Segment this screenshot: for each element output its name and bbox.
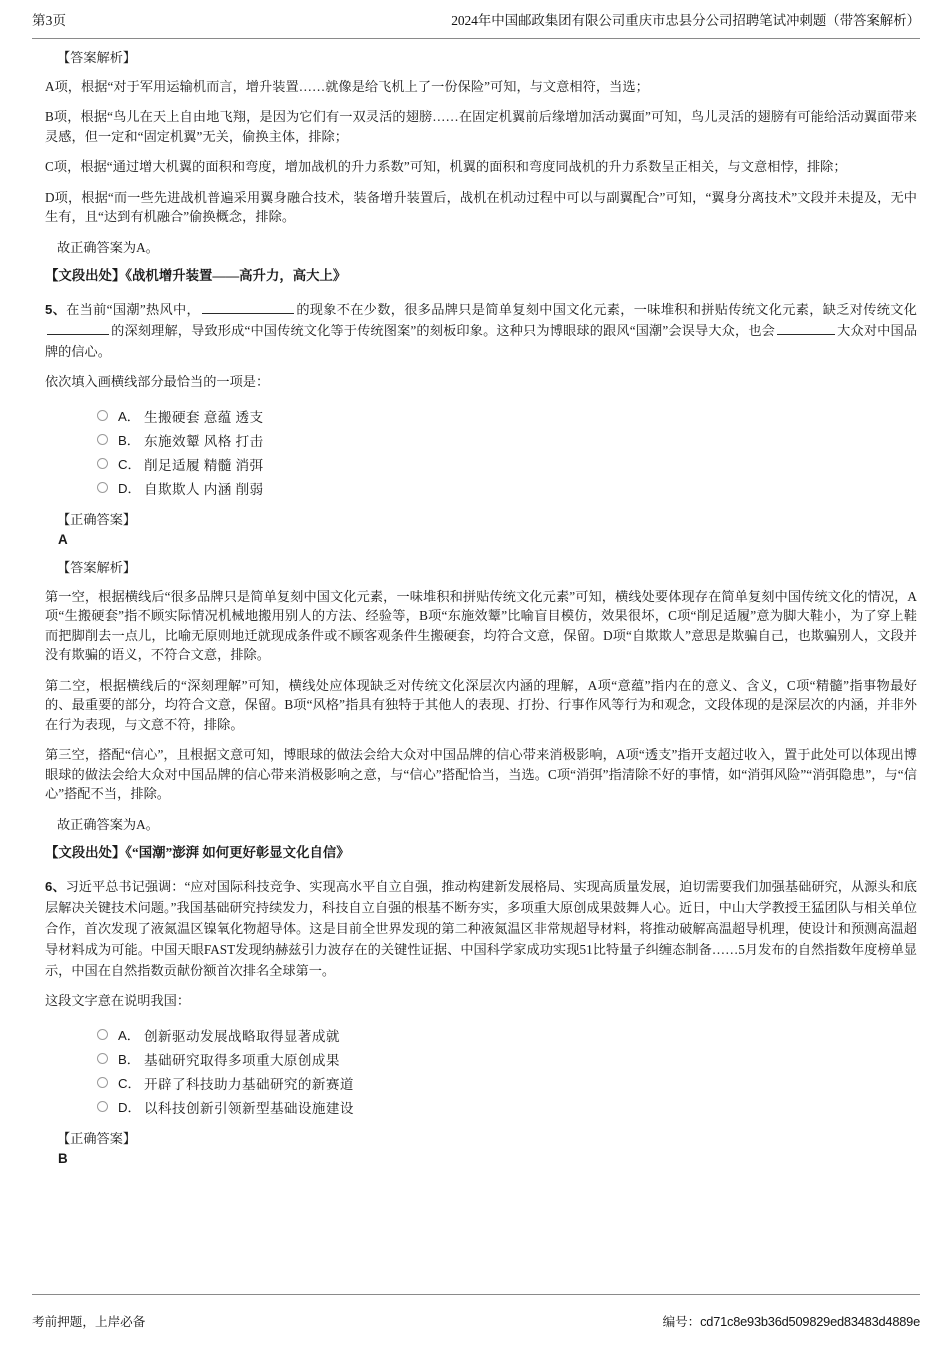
q5-option-d[interactable] [97, 476, 917, 500]
q4-analysis-item-b: B项，根据“鸟儿在天上自由地飞翔，是因为它们有一双灵活的翅膀……在固定机翼前后缘增加活动翼面”可知，鸟儿灵活的翅膀有可能给活动翼面带来灵感，但一定和“固定机翼”无关，偷换主体，排除； [45, 109, 917, 144]
q6-correct-answer-value: B [58, 1151, 68, 1166]
q5-option-c-text: 削足适履 精髓 消弭 [144, 457, 264, 473]
q5-option-a-letter: A． [118, 409, 140, 424]
q5-stem-part3: 的深刻理解，导致形成“中国传统文化等于传统图案”的刻板印象。这种只为博眼球的跟风“国潮”会误导大众，也会 [111, 323, 776, 338]
q5-conclusion: 故正确答案为A。 [57, 816, 159, 832]
q6-correct-answer-label: 【正确答案】 [57, 1130, 137, 1146]
q6-options [45, 1023, 917, 1119]
footer-slogan: 考前押题，上岸必备 [32, 1315, 146, 1329]
q5-stem-part1: 在当前“国潮”热风中， [66, 302, 200, 317]
q6-number: 6、 [45, 879, 66, 894]
q4-analysis-item-d: D项，根据“而一些先进战机普遍采用翼身融合技术，装备增升装置后，战机在机动过程中可以与副翼配合”可知，“翼身分离技术”文段并未提及，无中生有，且“达到有机融合”偷换概念，排除。 [45, 189, 917, 224]
q5-option-c-letter: C． [118, 457, 141, 472]
serial-value: cd71c8e93b36d509829ed83483d4889e [700, 1314, 920, 1329]
q5-option-c[interactable] [97, 452, 917, 476]
q5-source-text: 《“国潮”澎湃 如何更好彰显文化自信》 [125, 845, 350, 860]
q6-option-d[interactable] [97, 1095, 917, 1119]
q5-analysis-p3: 第三空，搭配“信心”，且根据文意可知，博眼球的做法会给大众对中国品牌的信心带来消极影响，A项“透支”指开支超过收入，置于此处可以体现出博眼球的做法会给大众对中国品牌的信心带来消极影响之意，与“信心”搭配恰当，当选。C项“消弭”指清除不好的事情，如“消弭风险”“消弭隐患”，与“信心”搭配不当，排除。 [45, 747, 917, 801]
q6-prompt: 这段文字意在说明我国： [45, 993, 191, 1008]
q5-correct-answer-value: A [58, 532, 68, 547]
q4-analysis-item-c: C项，根据“通过增大机翼的面积和弯度，增加战机的升力系数”可知，机翼的面积和弯度同战机的升力系数呈正相关，与文意相悖，排除； [45, 159, 847, 174]
q4-conclusion: 故正确答案为A。 [57, 239, 159, 255]
q5-stem-part2: 的现象不在少数，很多品牌只是简单复刻中国文化元素，一味堆积和拼贴传统文化元素，缺乏对传统文化 [296, 302, 917, 317]
radio-icon[interactable] [97, 1029, 108, 1040]
q5-correct-answer-label: 【正确答案】 [57, 511, 137, 527]
page-header [32, 12, 920, 39]
document-title: 2024年中国邮政集团有限公司重庆市忠县分公司招聘笔试冲刺题（带答案解析） [451, 13, 920, 28]
radio-icon[interactable] [97, 1101, 108, 1112]
q4-source-text: 《战机增升装置——高升力，高大上》 [125, 268, 347, 283]
q6-option-d-text: 以科技创新引领新型基础设施建设 [144, 1100, 354, 1116]
q6-option-b-text: 基础研究取得多项重大原创成果 [144, 1052, 340, 1068]
q6-option-c-letter: C． [118, 1076, 141, 1091]
q4-source [45, 266, 917, 286]
q6-option-c[interactable] [97, 1071, 917, 1095]
document-content [45, 48, 917, 1177]
q5-blank-3 [777, 322, 835, 335]
q6-option-c-text: 开辟了科技助力基础研究的新赛道 [144, 1076, 354, 1092]
q5-option-b-text: 东施效颦 风格 打击 [144, 433, 264, 449]
q5-option-d-letter: D． [118, 481, 141, 496]
q5-option-a[interactable] [97, 404, 917, 428]
q6-stem-text: 习近平总书记强调：“应对国际科技竞争、实现高水平自立自强，推动构建新发展格局、实现高质量发展，迫切需要我们加强基础研究，从源头和底层解决关键技术问题。”我国基础研究持续发力，科技自立自强的根基不断夯实，多项重大原创成果鼓舞人心。近日，中山大学教授王猛团队与相关单位合作，首次发现了液氮温区镍氧化物超导体。这是目前全世界发现的第二种液氮温区非常规超导材料，将推动破解高温超导机理，使设计和预测高温超导材料成为可能。中国天眼FAST发现纳赫兹引力波存在的关键性证据、中国科学家成功实现51比特量子纠缠态制备……5月发布的自然指数年度榜单显示，中国在自然指数贡献份额首次排名全球第一。 [45, 879, 917, 978]
q5-option-b[interactable] [97, 428, 917, 452]
q5-prompt: 依次填入画横线部分最恰当的一项是： [45, 374, 270, 389]
q6-option-a-letter: A． [118, 1028, 140, 1043]
q5-option-b-letter: B． [118, 433, 140, 448]
source-label: 【文段出处】 [45, 845, 126, 860]
q5-number: 5、 [45, 302, 67, 317]
q5-blank-1 [202, 301, 294, 314]
q5-option-a-text: 生搬硬套 意蕴 透支 [144, 409, 264, 425]
q6-option-b-letter: B． [118, 1052, 140, 1067]
radio-icon[interactable] [97, 410, 108, 421]
radio-icon[interactable] [97, 1053, 108, 1064]
footer-serial [663, 1313, 920, 1331]
q5-blank-2 [47, 322, 109, 335]
q4-analysis-item-a: A项，根据“对于军用运输机而言，增升装置……就像是给飞机上了一份保险”可知，与文意相符，当选； [45, 78, 649, 94]
q5-stem-part4: 大众对中国品牌的信心。 [45, 323, 918, 359]
serial-label: 编号： [662, 1315, 701, 1329]
analysis-label-q5: 【答案解析】 [57, 560, 137, 575]
q5-source [45, 843, 917, 863]
radio-icon[interactable] [97, 434, 108, 445]
q5-options [45, 404, 917, 500]
question-5-stem [45, 299, 917, 362]
page-footer [32, 1294, 920, 1331]
q5-analysis-p2: 第二空，根据横线后的“深刻理解”可知，横线处应体现缺乏对传统文化深层次内涵的理解，A项“意蕴”指内在的意义、含义，C项“精髓”指事物最好的、最重要的部分，均符合文意，保留。B项“风格”指具有独特于其他人的表现、打扮、行事作风等行为和观念，文段体现的是深层次的内涵，并非外在行为表现，与文意不符，排除。 [45, 677, 917, 732]
q6-option-a[interactable] [97, 1023, 917, 1047]
radio-icon[interactable] [97, 1077, 108, 1088]
analysis-label-q4: 【答案解析】 [57, 50, 137, 65]
q6-option-d-letter: D． [118, 1100, 141, 1115]
radio-icon[interactable] [97, 482, 108, 493]
page-number-label: 第3页 [32, 13, 67, 28]
radio-icon[interactable] [97, 458, 108, 469]
q6-option-b[interactable] [97, 1047, 917, 1071]
q6-option-a-text: 创新驱动发展战略取得显著成就 [144, 1028, 340, 1044]
question-6-stem [45, 876, 917, 981]
source-label: 【文段出处】 [45, 268, 126, 283]
q5-analysis-p1: 第一空，根据横线后“很多品牌只是简单复刻中国文化元素，一味堆积和拼贴传统文化元素”可知，横线处要体现存在简单复刻中国传统文化的情况，A项“生搬硬套”指不顾实际情况机械地搬用别人的方法、经验等，B项“东施效颦”比喻盲目模仿，效果很坏，C项“削足适履”意为脚大鞋小，为了穿上鞋而把脚削去一点儿，比喻无原则地迁就现成条件或不顾客观条件生搬硬套，均符合文意，保留。D项“自欺欺人”意思是欺骗自己，也欺骗别人，文段并没有欺骗的语义，不符合文意，排除。 [45, 588, 917, 662]
q5-option-d-text: 自欺欺人 内涵 削弱 [144, 481, 264, 497]
